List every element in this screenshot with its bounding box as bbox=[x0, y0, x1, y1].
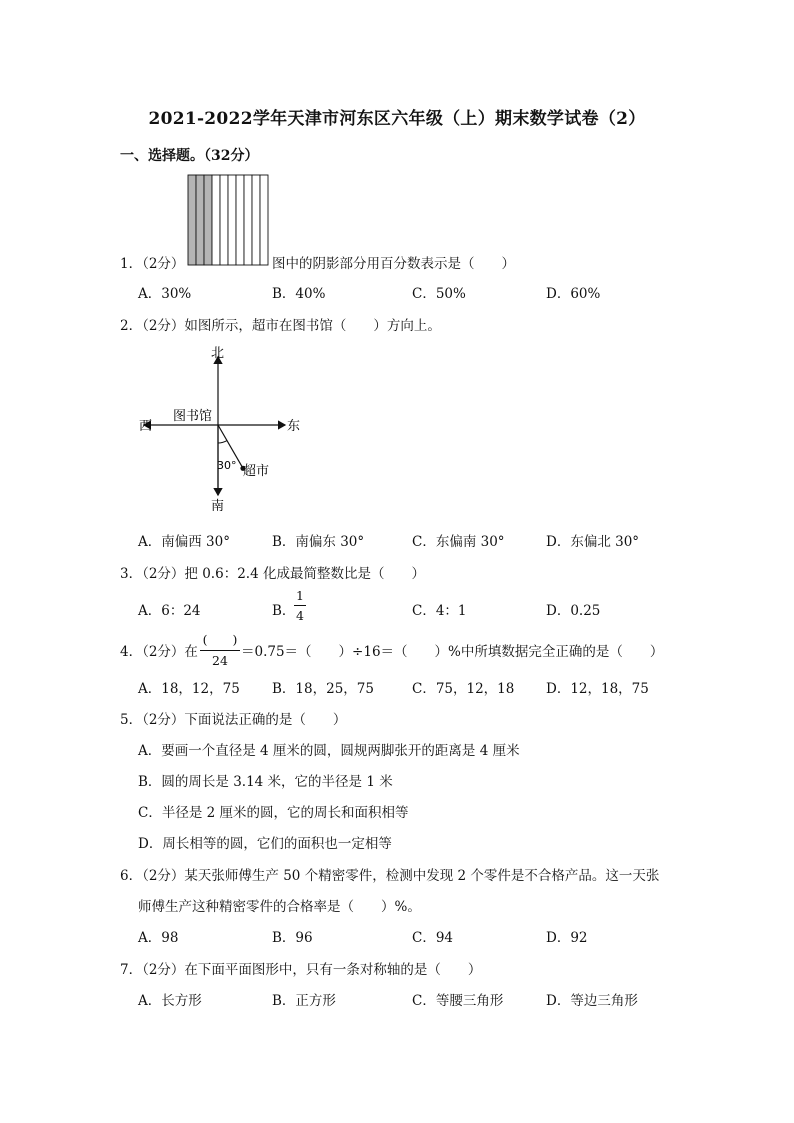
direction-diagram bbox=[135, 343, 310, 515]
q2-option-d[interactable]: D．东偏北 30° bbox=[546, 534, 640, 550]
q3-option-b-label[interactable]: B． bbox=[272, 603, 296, 619]
question-5-text: 5．（2分）下面说法正确的是（ ） bbox=[120, 712, 347, 728]
q6-option-b[interactable]: B．96 bbox=[272, 930, 313, 946]
q7-option-b[interactable]: B．正方形 bbox=[272, 993, 336, 1009]
question-1-prefix: 1．（2分） bbox=[120, 256, 185, 272]
q1-option-c[interactable]: C．50% bbox=[412, 286, 466, 302]
q3-option-a[interactable]: A．6：24 bbox=[138, 603, 201, 619]
grid-cell-shaded bbox=[204, 175, 212, 265]
question-3-text: 3．（2分）把 0.6：2.4 化成最简整数比是（ ） bbox=[120, 566, 425, 582]
label-west: 西 bbox=[139, 419, 153, 434]
q3-option-d[interactable]: D．0.25 bbox=[546, 603, 601, 619]
grid-cell bbox=[220, 175, 228, 265]
q1-option-a[interactable]: A．30% bbox=[138, 286, 192, 302]
grid-cell-shaded bbox=[188, 175, 196, 265]
q5-option-d[interactable]: D．周长相等的圆，它们的面积也一定相等 bbox=[138, 836, 392, 852]
question-4-fraction bbox=[200, 630, 240, 668]
label-angle: 30° bbox=[217, 459, 237, 472]
grid-cells bbox=[188, 175, 268, 265]
label-north: 北 bbox=[211, 346, 225, 361]
grid-cell bbox=[244, 175, 252, 265]
grid-cell bbox=[252, 175, 260, 265]
fraction-denominator: 4 bbox=[296, 608, 304, 623]
grid-cell bbox=[236, 175, 244, 265]
q2-option-a[interactable]: A．南偏西 30° bbox=[138, 534, 230, 550]
section-heading-choice: 一、选择题。（32分） bbox=[120, 148, 259, 164]
angle-arc bbox=[218, 441, 227, 443]
q7-option-c[interactable]: C．等腰三角形 bbox=[412, 993, 504, 1009]
fraction-denominator: 24 bbox=[212, 653, 228, 668]
question-6-line-2: 师傅生产这种精密零件的合格率是（ ）%。 bbox=[138, 899, 421, 915]
q5-option-a[interactable]: A．要画一个直径是 4 厘米的圆，圆规两脚张开的距离是 4 厘米 bbox=[138, 743, 520, 759]
question-4-prefix: 4．（2分）在 bbox=[120, 644, 198, 660]
fraction-numerator: ( ) bbox=[202, 632, 238, 647]
q4-option-a[interactable]: A．18，12，75 bbox=[138, 681, 240, 697]
q5-option-b[interactable]: B．圆的周长是 3.14 米，它的半径是 1 米 bbox=[138, 774, 393, 790]
label-market: 超市 bbox=[243, 464, 270, 479]
page-title: 2021-2022学年天津市河东区六年级（上）期末数学试卷（2） bbox=[148, 109, 646, 129]
grid-cell-shaded bbox=[196, 175, 204, 265]
q1-option-d[interactable]: D．60% bbox=[546, 286, 601, 302]
q5-option-c[interactable]: C．半径是 2 厘米的圆，它的周长和面积相等 bbox=[138, 805, 409, 821]
q4-option-d[interactable]: D．12，18，75 bbox=[546, 681, 649, 697]
question-6-line-1: 6．（2分）某天张师傅生产 50 个精密零件，检测中发现 2 个零件是不合格产品。这一天张 bbox=[120, 868, 660, 884]
label-south: 南 bbox=[211, 499, 225, 514]
q1-option-b[interactable]: B．40% bbox=[272, 286, 326, 302]
label-library: 图书馆 bbox=[173, 409, 213, 424]
question-4-text: ＝0.75＝（ ）÷16＝（ ）%中所填数据完全正确的是（ ） bbox=[241, 644, 664, 660]
q6-option-a[interactable]: A．98 bbox=[138, 930, 179, 946]
fraction-numerator: 1 bbox=[296, 588, 304, 603]
q6-option-c[interactable]: C．94 bbox=[412, 930, 454, 946]
q4-option-b[interactable]: B．18，25，75 bbox=[272, 681, 374, 697]
question-1-text: 图中的阴影部分用百分数表示是（ ） bbox=[272, 256, 515, 272]
q6-option-d[interactable]: D．92 bbox=[546, 930, 588, 946]
q7-option-a[interactable]: A．长方形 bbox=[138, 993, 202, 1009]
grid-cell bbox=[260, 175, 268, 265]
q3-option-c[interactable]: C．4：1 bbox=[412, 603, 467, 619]
question-7-text: 7．（2分）在下面平面图形中，只有一条对称轴的是（ ） bbox=[120, 962, 482, 978]
grid-cell bbox=[212, 175, 220, 265]
q2-option-b[interactable]: B．南偏东 30° bbox=[272, 534, 365, 550]
q2-option-c[interactable]: C．东偏南 30° bbox=[412, 534, 505, 550]
question-2-text: 2．（2分）如图所示，超市在图书馆（ ）方向上。 bbox=[120, 318, 441, 334]
q7-option-d[interactable]: D．等边三角形 bbox=[546, 993, 638, 1009]
shaded-grid-figure bbox=[187, 174, 271, 266]
grid-cell bbox=[228, 175, 236, 265]
q3-option-b-fraction bbox=[294, 588, 306, 623]
label-east: 东 bbox=[287, 419, 301, 434]
q4-option-c[interactable]: C．75，12，18 bbox=[412, 681, 515, 697]
